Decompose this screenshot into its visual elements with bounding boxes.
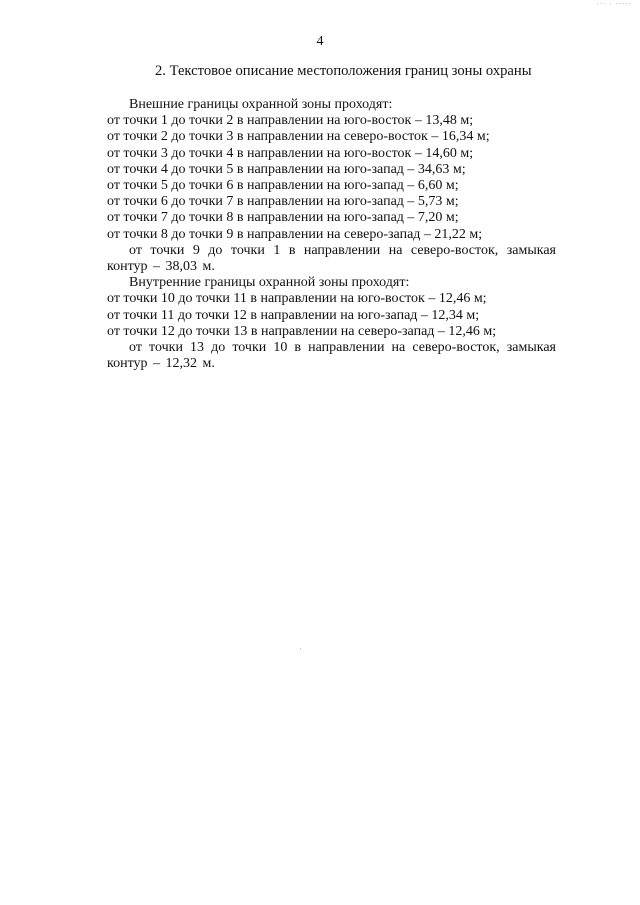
outer-closing-paragraph bbox=[107, 243, 556, 275]
page-number: 4 bbox=[316, 34, 324, 49]
outer-boundary-line: от точки 5 до точки 6 в направлении на юго-запад – 6,60 м; bbox=[107, 178, 459, 194]
inner-closing-contour: контур – 12,32 м. bbox=[107, 356, 215, 372]
outer-boundary-line: от точки 4 до точки 5 в направлении на юго-запад – 34,63 м; bbox=[107, 161, 466, 177]
outer-boundary-line: от точки 6 до точки 7 в направлении на юго-запад – 5,73 м; bbox=[107, 194, 459, 210]
corner-scan-marks: ··· · ····· bbox=[596, 0, 632, 8]
inner-closing-paragraph bbox=[107, 340, 556, 372]
outer-boundary-line: от точки 2 до точки 3 в направлении на северо-восток – 16,34 м; bbox=[107, 129, 490, 145]
outer-boundary-line: от точки 1 до точки 2 в направлении на юго-восток – 13,48 м; bbox=[107, 113, 474, 129]
outer-closing-line: от точки 9 до точки 1 в направлении на северо-восток, замыкая bbox=[129, 242, 556, 258]
section-heading: 2. Текстовое описание местоположения границ зоны охраны bbox=[155, 63, 532, 79]
outer-boundary-line: от точки 8 до точки 9 в направлении на северо-запад – 21,22 м; bbox=[107, 226, 483, 242]
outer-boundary-line: от точки 3 до точки 4 в направлении на юго-восток – 14,60 м; bbox=[107, 145, 474, 161]
outer-closing-contour: контур – 38,03 м. bbox=[107, 259, 215, 275]
outer-boundaries-title: Внешние границы охранной зоны проходят: bbox=[129, 97, 393, 112]
document-body bbox=[107, 97, 556, 372]
inner-boundaries-title: Внутренние границы охранной зоны проходят: bbox=[129, 275, 410, 291]
scan-speck bbox=[300, 648, 301, 649]
inner-boundary-line: от точки 10 до точки 11 в направлении на юго-восток – 12,46 м; bbox=[107, 291, 487, 307]
outer-boundary-line: от точки 7 до точки 8 в направлении на юго-запад – 7,20 м; bbox=[107, 210, 459, 226]
inner-boundary-line: от точки 12 до точки 13 в направлении на северо-запад – 12,46 м; bbox=[107, 323, 497, 339]
inner-boundary-line: от точки 11 до точки 12 в направлении на юго-запад – 12,34 м; bbox=[107, 307, 480, 323]
inner-closing-line: от точки 13 до точки 10 в направлении на северо-восток, замыкая bbox=[129, 340, 556, 356]
